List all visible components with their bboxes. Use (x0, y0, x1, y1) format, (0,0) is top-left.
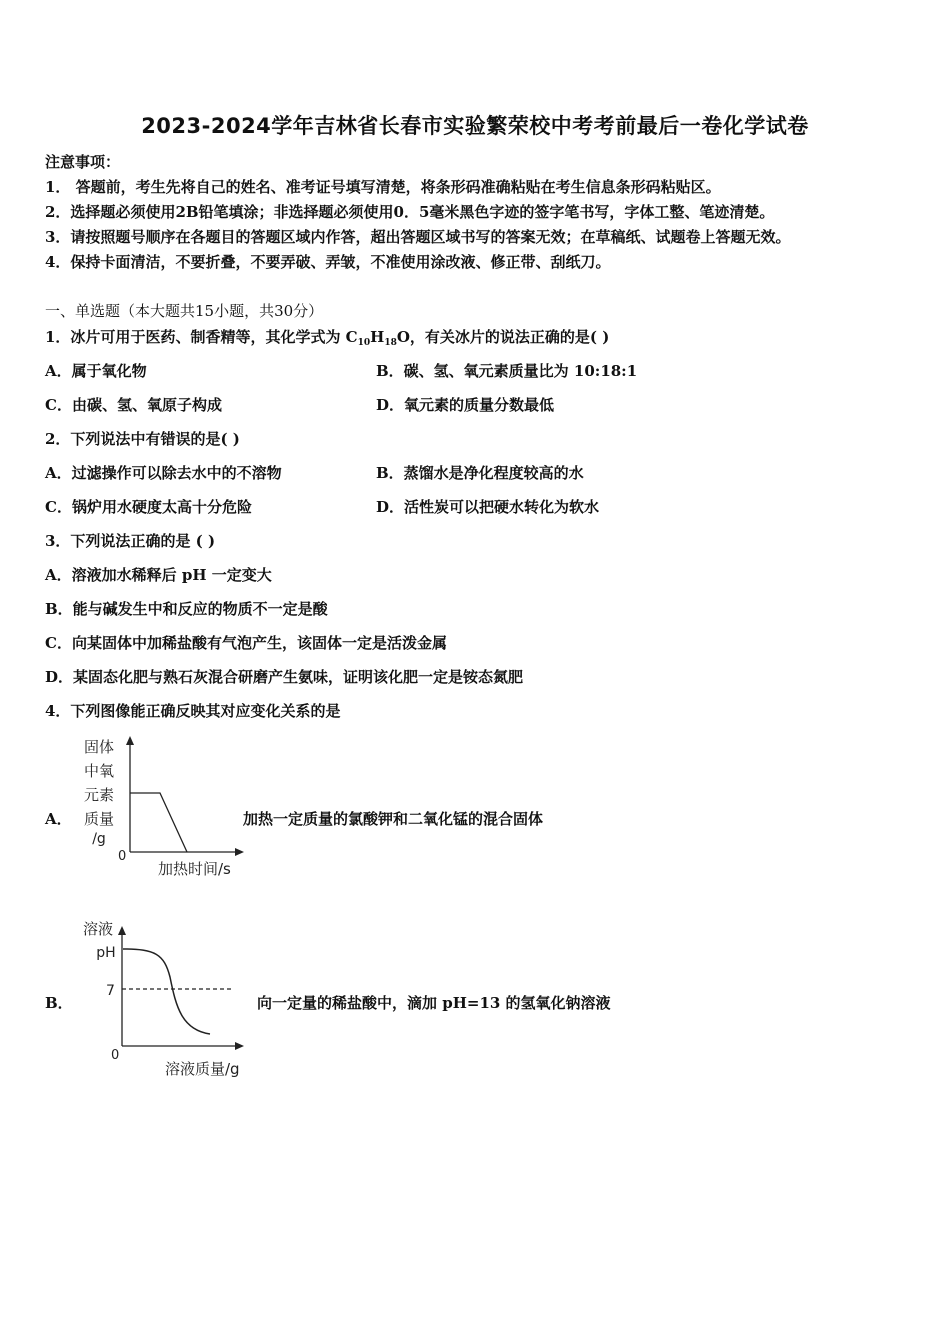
notice-item-2: 2．选择题必须使用2B铅笔填涂；非选择题必须使用0．5毫米黑色字迹的签字笔书写，字体工整、笔迹清楚。 (45, 203, 775, 221)
graph-a-ylabel-line: 固体 (83, 738, 115, 756)
graph-a-ylabel-line: /g (92, 831, 106, 847)
question-3-stem: 3．下列说法正确的是 ( ) (45, 532, 216, 550)
question-2-stem: 2．下列说法中有错误的是( ) (45, 430, 240, 448)
graph-b-ylabel-line: pH (96, 945, 116, 961)
q1-option-d: D．氧元素的质量分数最低 (376, 396, 555, 414)
graph-a-ylabel-line: 元素 (83, 786, 115, 804)
graph-b-y-tick: 7 (106, 983, 115, 999)
q2-option-d: D．活性炭可以把硬水转化为软水 (376, 498, 600, 516)
q1-option-c: C．由碳、氢、氧原子构成 (45, 396, 222, 414)
q4-graph-a (70, 730, 255, 885)
q4-graph-b (70, 912, 260, 1082)
q3-option-a: A．溶液加水稀释后 pH 一定变大 (45, 566, 272, 584)
graph-a-ylabel-line: 中氧 (83, 762, 115, 780)
q3-option-d: D．某固态化肥与熟石灰混合研磨产生氨味，证明该化肥一定是铵态氮肥 (45, 668, 524, 686)
page-title: 2023-2024学年吉林省长春市实验繁荣校中考考前最后一卷化学试卷 (141, 114, 809, 138)
graph-a-origin: 0 (118, 849, 127, 864)
section-heading: 一、单选题（本大题共15小题，共30分） (45, 302, 324, 320)
q1-option-a: A．属于氧化物 (45, 362, 147, 380)
question-4-stem: 4．下列图像能正确反映其对应变化关系的是 (45, 702, 341, 720)
q4-option-b-text: 向一定量的稀盐酸中，滴加 pH=13 的氢氧化钠溶液 (257, 994, 611, 1012)
q3-option-c: C．向某固体中加稀盐酸有气泡产生，该固体一定是活泼金属 (45, 634, 447, 652)
q4-option-a-text: 加热一定质量的氯酸钾和二氧化锰的混合固体 (243, 810, 544, 828)
q2-option-c: C．锅炉用水硬度太高十分危险 (45, 498, 252, 516)
graph-a-ylabel-line: 质量 (83, 810, 115, 828)
q1-option-b: B．碳、氢、氧元素质量比为 10:18:1 (376, 362, 638, 380)
graph-a-y-arrow (126, 736, 134, 745)
graph-b-curve (123, 949, 210, 1034)
graph-b-ylabel-line: 溶液 (82, 920, 114, 938)
graph-a-curve (130, 793, 187, 852)
q2-option-b: B．蒸馏水是净化程度较高的水 (376, 464, 584, 482)
q2-option-a: A．过滤操作可以除去水中的不溶物 (45, 464, 282, 482)
graph-b-origin: 0 (111, 1048, 120, 1063)
notice-heading: 注意事项： (45, 153, 121, 171)
q3-option-b: B．能与碱发生中和反应的物质不一定是酸 (45, 600, 328, 618)
graph-b-x-arrow (235, 1042, 244, 1050)
notice-item-3: 3．请按照题号顺序在各题目的答题区域内作答，超出答题区域书写的答案无效；在草稿纸、试题卷上答题无效。 (45, 228, 791, 246)
graph-a-xlabel: 加热时间/s (158, 860, 231, 878)
notice-item-4: 4．保持卡面清洁，不要折叠，不要弄破、弄皱，不准使用涂改液、修正带、刮纸刀。 (45, 253, 611, 271)
q4-option-a-label: A． (45, 810, 72, 828)
notice-item-1: 1． 答题前，考生先将自己的姓名、准考证号填写清楚，将条形码准确粘贴在考生信息条形码粘贴区。 (45, 178, 721, 196)
question-1-stem: 1．冰片可用于医药、制香精等，其化学式为 $C_{10}H_{18}O$，有关冰片的说法正确的是( ) (45, 328, 610, 348)
graph-b-xlabel: 溶液质量/g (165, 1060, 240, 1078)
graph-a-x-arrow (235, 848, 244, 856)
graph-b-y-arrow (118, 926, 126, 935)
q4-option-b-label: B． (45, 994, 73, 1012)
